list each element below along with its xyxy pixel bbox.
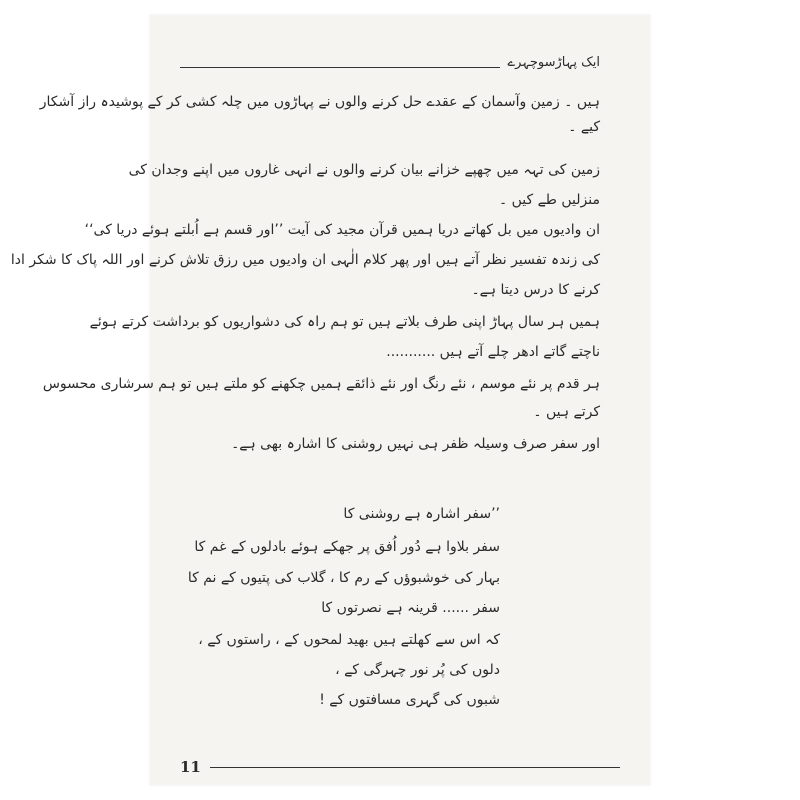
page-number: 11 (180, 758, 201, 776)
poem-line: سفر بلاوا ہے دُور اُفق پر جھکے ہوئے بادلوں کے غم کا (194, 539, 500, 555)
paragraph-line: ہمیں ہر سال پہاڑ اپنی طرف بلاتے ہیں تو ہم راہ کی دشواریوں کو برداشت کرتے ہوئے (89, 314, 600, 330)
paragraph-line: کرنے کا درس دیتا ہے۔ (471, 282, 600, 298)
footer-rule (210, 767, 620, 768)
paragraph-line: زمین کی تہہ میں چھپے خزانے بیان کرنے والوں نے انہی غاروں میں اپنے وجدان کی (128, 162, 600, 178)
poem-line: شبوں کی گہری مسافتوں کے ! (319, 692, 500, 708)
paragraph-line: ناچتے گاتے ادھر چلے آتے ہیں ........... (386, 344, 600, 360)
page-header (180, 55, 600, 75)
book-page (10, 15, 650, 785)
paragraph-line: اور سفر صرف وسیلہ ظفر ہی نہیں روشنی کا اشارہ بھی ہے۔ (231, 436, 600, 452)
header-rule (180, 67, 500, 68)
poem-line: دلوں کی پُر نور چہرگی کے ، (335, 662, 500, 678)
page-footer (180, 760, 620, 780)
paragraph-line: کیے ۔ (568, 119, 600, 135)
paragraph-line: ہیں ۔ زمین وآسمان کے عقدے حل کرنے والوں نے پہاڑوں میں چلہ کشی کر کے پوشیدہ راز آشکار (39, 94, 600, 110)
paragraph-line: کرتے ہیں ۔ (533, 404, 600, 420)
running-header-title: ایک پہاڑسوچہرے (507, 55, 600, 70)
poem-line: کہ اس سے کھلتے ہیں بھید لمحوں کے ، راستوں کے ، (198, 632, 500, 648)
paragraph-line: ان وادیوں میں بل کھاتے دریا ہمیں قرآن مجید کی آیت ’’اور قسم ہے اُبلتے ہوئے دریا کی‘‘ (84, 222, 600, 238)
poem-line: سفر ...... قرینہ ہے نصرتوں کا (321, 600, 500, 616)
paragraph-line: ہر قدم پر نئے موسم ، نئے رنگ اور نئے ذائقے ہمیں چکھنے کو ملتے ہیں تو ہم سرشاری محسوس (42, 376, 600, 392)
paragraph-line: کی زندہ تفسیر نظر آتے ہیں اور پھر کلام الٰہی ان وادیوں میں رزق تلاش کرنے اور اللہ پاک کا شکر ادا (10, 252, 600, 268)
poem-line: بہار کی خوشبوؤں کے رم کا ، گلاب کی پتیوں کے نم کا (187, 570, 500, 586)
paragraph-line: منزلیں طے کیں ۔ (498, 192, 600, 208)
poem-line: ’’سفر اشارہ ہے روشنی کا (343, 506, 500, 522)
